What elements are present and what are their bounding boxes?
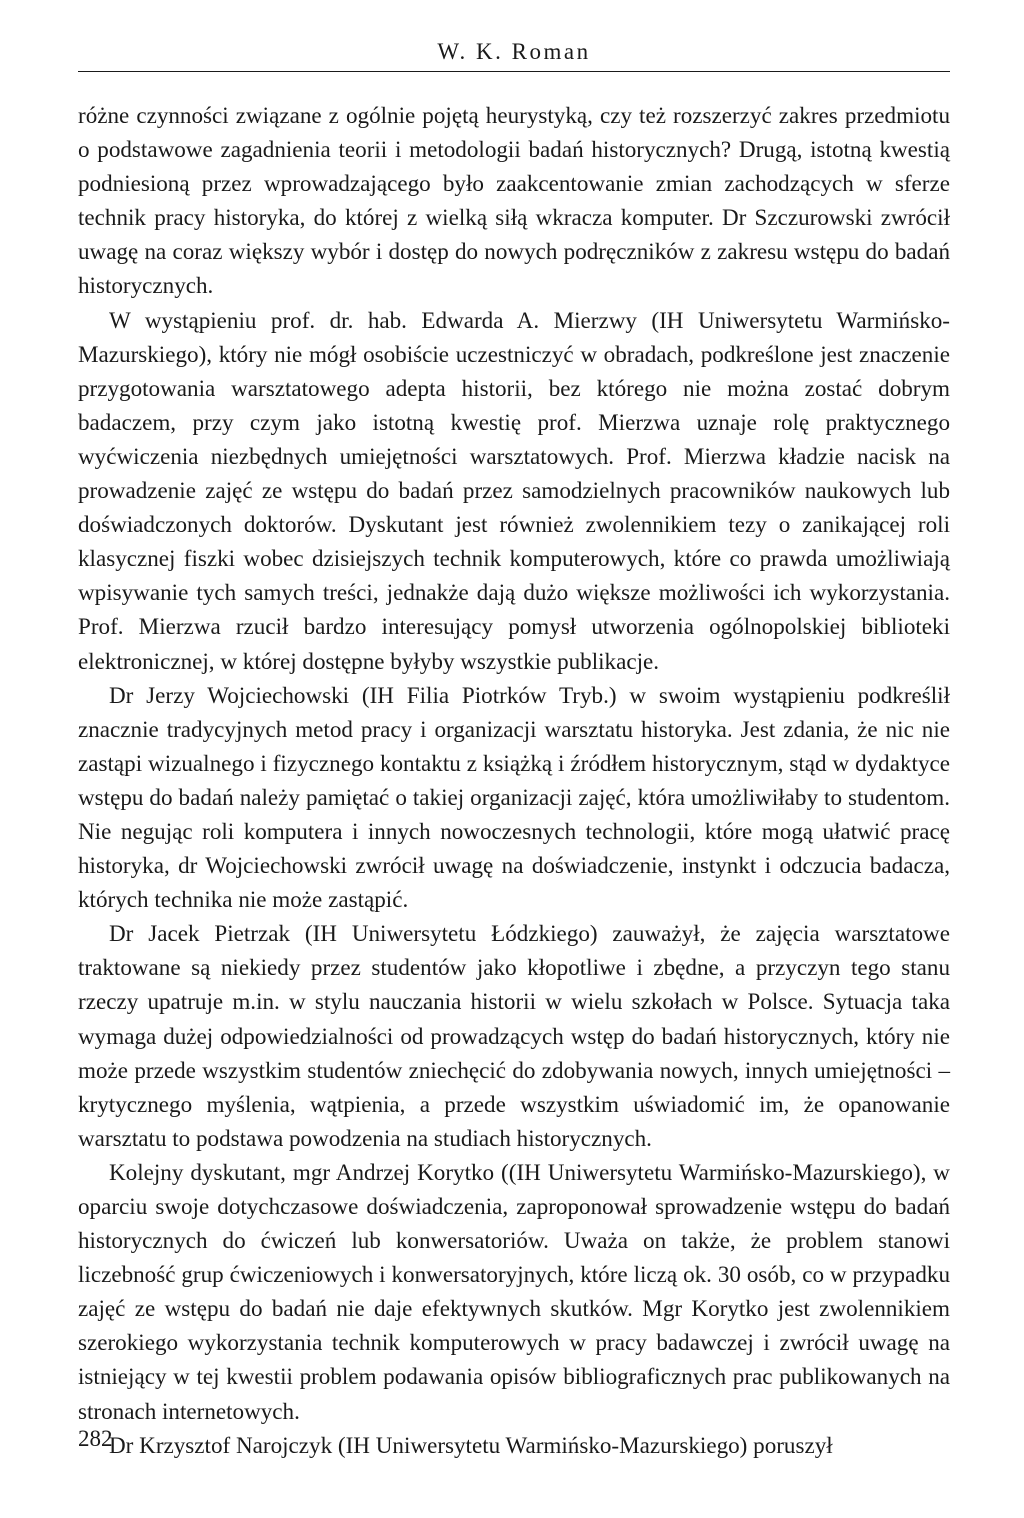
running-header: W. K. Roman xyxy=(437,39,591,64)
paragraph-pietrzak: Dr Jacek Pietrzak (IH Uniwersytetu Łódzkiego) zauważył, że zajęcia warsztatowe traktowane są niekiedy przez studentów jako kłopotliwe i zbędne, a przyczyn tego stanu rzeczy upatruje m.in. w stylu nauczania historii w wielu szkołach w Polsce. Sytuacja taka wymaga dużej odpowiedzialności od prowadzących wstęp do badań historycznych, który nie może przede wszystkim studentów zniechęcić do zdobywania nowych, innych umiejętności – krytycznego myślenia, wątpienia, a przede wszystkim uświadomić im, że opanowanie warsztatu to podstawa powodzenia na studiach historycznych. xyxy=(78,920,950,1151)
paragraph-narojczyk: Dr Krzysztof Narojczyk (IH Uniwersytetu Warmińsko-Mazurskiego) poruszył xyxy=(109,1431,833,1458)
paragraph-korytko: Kolejny dyskutant, mgr Andrzej Korytko ((IH Uniwersytetu Warmińsko-Mazurskiego), w oparciu swoje dotychczasowe doświadczenia, zaproponował sprowadzenie wstępu do badań historycznych do ćwiczeń lub konwersatoriów. Uważa on także, że problem stanowi liczebność grup ćwiczeniowych i konwersatoryjnych, które liczą ok. 30 osób, co w przypadku zajęć ze wstępu do badań nie daje efektywnych skutków. Mgr Korytko jest zwolennikiem szerokiego wykorzystania technik komputerowych w pracy badawczej i zwrócił uwagę na istniejący w tej kwestii problem podawania opisów bibliograficznych prac publikowanych na stronach internetowych. xyxy=(78,1158,950,1424)
page-body xyxy=(78,98,950,1462)
paragraph-mierzwa: W wystąpieniu prof. dr. hab. Edwarda A. Mierzwy (IH Uniwersytetu Warmińsko-Mazurskiego), który nie mógł osobiście uczestniczyć w obradach, podkreślone jest znaczenie przygotowania warsztatowego adepta historii, bez którego nie można zostać dobrym badaczem, przy czym jako istotną kwestię prof. Mierzwa uznaje rolę praktycznego wyćwiczenia niezbędnych umiejętności warsztatowych. Prof. Mierzwa kładzie nacisk na prowadzenie zajęć ze wstępu do badań przez samodzielnych pracowników naukowych lub doświadczonych doktorów. Dyskutant jest również zwolennikiem tezy o zanikającej roli klasycznej fiszki wobec dzisiejszych technik komputerowych, które co prawda umożliwiają wpisywanie tych samych treści, jednakże dają dużo większe możliwości ich wykorzystania. Prof. Mierzwa rzucił bardzo interesujący pomysł utworzenia ogólnopolskiej biblioteki elektronicznej, w której dostępne byłyby wszystkie publikacje. xyxy=(78,306,950,674)
page-number: 282 xyxy=(78,1426,113,1451)
header-rule xyxy=(78,71,950,72)
paragraph-wojciechowski: Dr Jerzy Wojciechowski (IH Filia Piotrków Tryb.) w swoim wystąpieniu podkreślił znacznie tradycyjnych metod pracy i organizacji warsztatu historyka. Jest zdania, że nic nie zastąpi wizualnego i fizycznego kontaktu z książką i źródłem historycznym, stąd w dydaktyce wstępu do badań należy pamiętać o takiej organizacji zajęć, która umożliwiłaby to studentom. Nie negując roli komputera i innych nowoczesnych technologii, które mogą ułatwić pracę historyka, dr Wojciechowski zwrócił uwagę na doświadczenie, instynkt i odczucia badacza, których technika nie może zastąpić. xyxy=(78,681,950,913)
paragraph-continuation: różne czynności związane z ogólnie pojętą heurystyką, czy też rozszerzyć zakres przedmiotu o podstawowe zagadnienia teorii i metodologii badań historycznych? Drugą, istotną kwestią podniesioną przez wprowadzającego było zaakcentowanie zmian zachodzących w sferze technik pracy historyka, do której z wielką siłą wkracza komputer. Dr Szczurowski zwrócił uwagę na coraz większy wybór i dostęp do nowych podręczników z zakresu wstępu do badań historycznych. xyxy=(78,102,950,299)
